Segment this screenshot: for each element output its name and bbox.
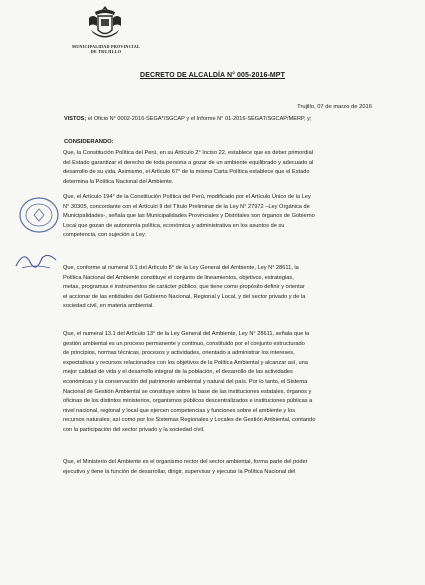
text-line: Que, la Constitución Política del Perú, en su Artículo 2° Inciso 22, establece que es deber primordial: [63, 150, 313, 156]
text-line: mejor calidad de vida y el desarrollo integral de la población, el desarrollo de las actividades: [63, 369, 293, 376]
text-line: desarrollo de su vida. Asimismo, el Artículo 67° de la misma Carta Política establece que el Estado: [63, 169, 310, 176]
text-line: Nacional de Gestión Ambiental se constituye sobre la base de las instituciones estatales, órganos y: [63, 388, 312, 395]
text-line: Que, conforme al numeral 9.1 del Artículo 8° de la Ley General del Ambiente, Ley N° 28611, la: [63, 265, 299, 271]
org-line-2: DE TRUJILLO: [90, 49, 122, 54]
decree-title: DECRETO DE ALCALDÍA N° 005-2016-MPT: [140, 72, 285, 79]
paragraph-5: [63, 458, 378, 477]
text-line: Que, el Ministerio del Ambiente es el organismo rector del sector ambiental, forma parte del poder: [63, 459, 308, 465]
vistos-label: VISTOS;: [64, 116, 87, 122]
round-seal-stamp-icon: [18, 196, 60, 234]
text-line: sociedad civil, en materia ambiental.: [63, 303, 154, 310]
text-line: gestión ambiental es un proceso permanente y continuo, constituido por el conjunto estructurado: [63, 340, 305, 347]
text-line: competencia, con sujeción a Ley.: [63, 232, 146, 239]
text-line: Política Nacional del Ambiente constituye el conjunto de lineamientos, objetivos, estrategias,: [63, 274, 294, 281]
text-line: Que, el numeral 13.1 del Artículo 13° de la Ley General del Ambiente, Ley N° 28611, señala que la: [63, 331, 310, 337]
signature-mark-icon: [12, 244, 62, 274]
text-line: el accionar de las entidades del Gobierno Nacional, Regional y Local, y del sector privado y de la: [63, 293, 306, 300]
text-line: del Estado garantizar el derecho de toda persona a gozar de un ambiente equilibrado y adecuado al: [63, 159, 314, 166]
text-line: recursos naturales; así como por los Sistemas Regionales y Locales de Gestión Ambiental, contando: [63, 417, 316, 424]
org-line-1: MUNICIPALIDAD PROVINCIAL: [72, 44, 140, 49]
text-line: Municipalidades-, señala que las Municipalidades Provinciales y Distritales son órganos de Gobierno: [63, 213, 315, 220]
text-line: Local que gozan de autonomía política, económica y administrativa en los asuntos de su: [63, 222, 285, 229]
paragraph-1: [63, 149, 378, 187]
date-line: Trujillo, 07 de marzo de 2016: [297, 104, 372, 110]
text-line: N° 30305, concordante con el Artículo II del Título Preliminar de la Ley N° 27972 –Ley Orgánica de: [63, 203, 310, 210]
text-line: metas, programas e instrumentos de carácter público, que tiene como propósito definir y orientar: [63, 284, 305, 291]
paragraph-2: [63, 193, 378, 241]
text-line: determina la Política Nacional del Ambiente.: [63, 178, 174, 185]
text-line: Que, el Artículo 194° de la Constitución Política del Perú, modificado por el Artículo Único de la Ley: [63, 194, 311, 200]
considerando-heading: CONSIDERANDO:: [64, 139, 114, 145]
text-line: ejecutivo y tiene la función de desarrollar, dirigir, supervisar y ejecutar la Política Nacional del: [63, 468, 296, 475]
text-line: de principios, normas técnicas, procesos y actividades, orientado a administrar los intereses,: [63, 350, 295, 357]
municipal-crest-icon: [83, 4, 127, 44]
text-line: con la participación del sector privado y la sociedad civil.: [63, 426, 205, 433]
vistos-line: [64, 116, 384, 122]
text-line: económicas y la conservación del patrimonio ambiental y natural del país. Por lo tanto, el Sistema: [63, 378, 308, 385]
text-line: nivel nacional, regional y local que ejercen competencias y funciones sobre el ambiente y los: [63, 407, 296, 414]
paragraph-3: [63, 264, 378, 312]
vistos-text: el Oficio N° 0002-2016-SEGA*/SGCAP y el Informe N° 01-2016-SEGAT/SGCAP/MERP, y;: [86, 116, 312, 122]
organization-name: [64, 44, 148, 54]
text-line: oficinas de los distintos ministerios, organismos públicos descentralizados e instituciones públicas a: [63, 398, 313, 405]
text-line: expectativas y recursos relacionados con los objetivos de la Política Ambiental y alcanzar así, una: [63, 359, 308, 366]
paragraph-4: [63, 330, 378, 436]
